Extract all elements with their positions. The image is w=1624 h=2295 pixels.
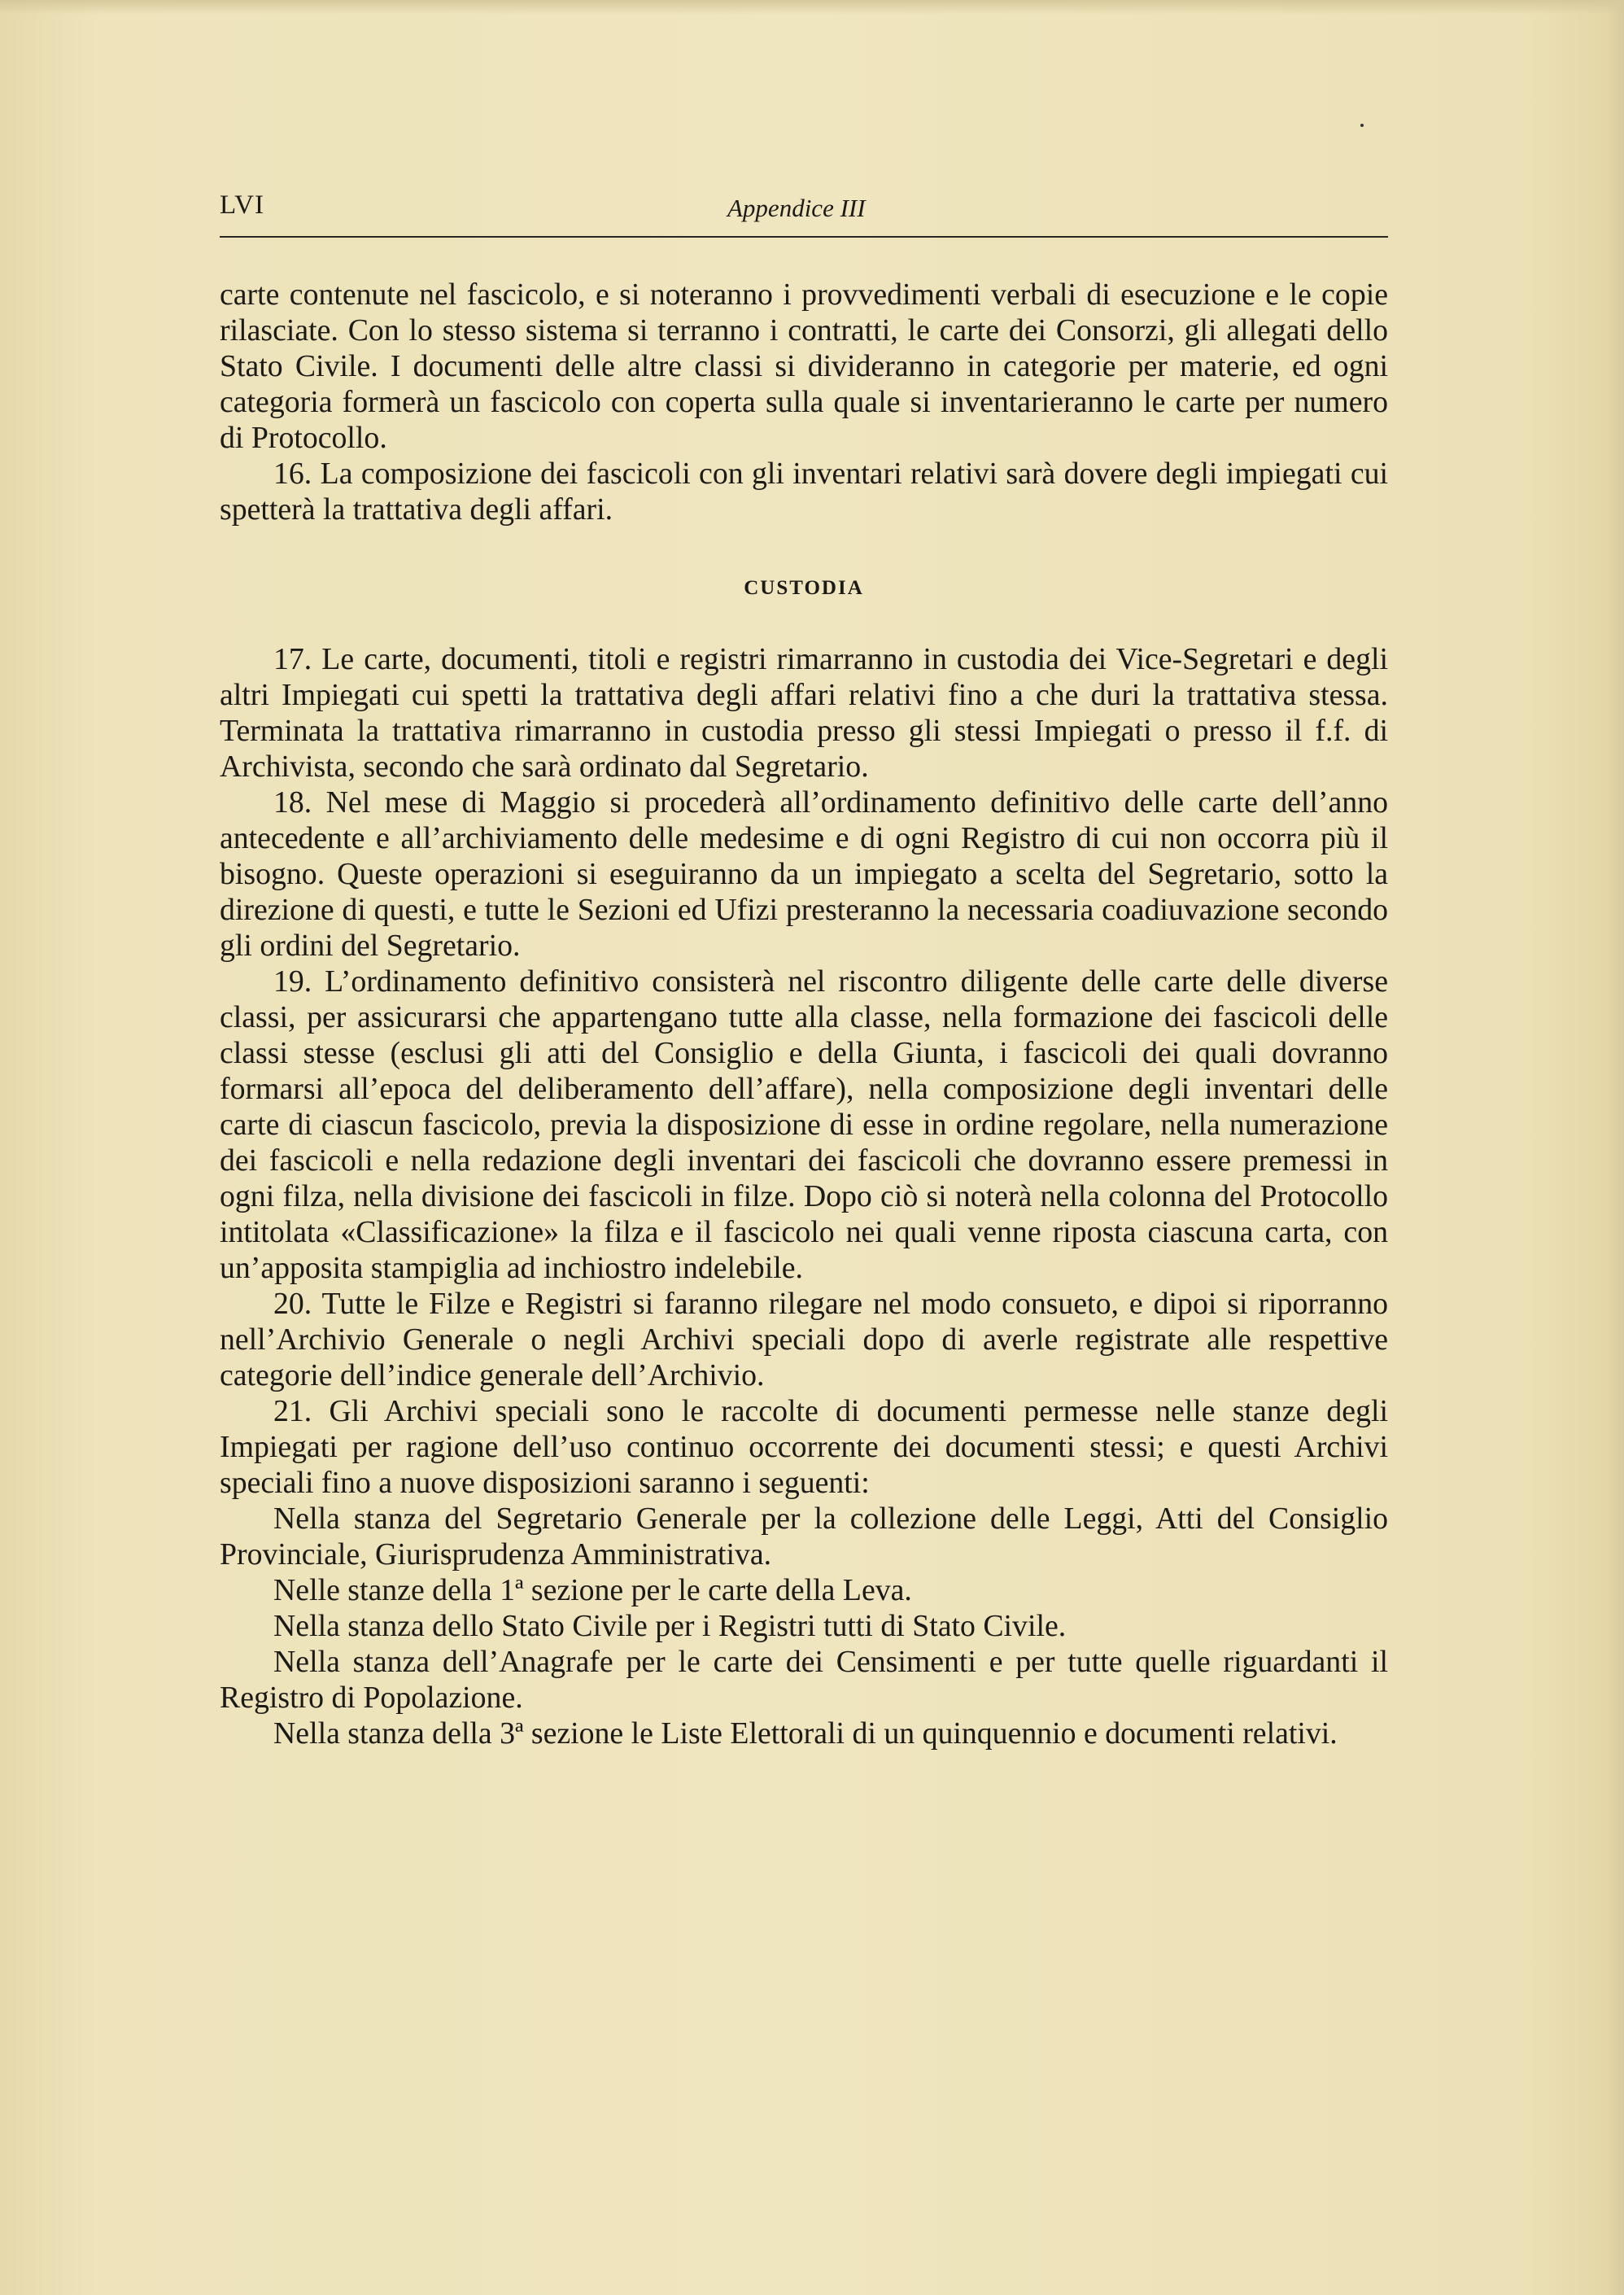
paragraph-21: 21. Gli Archivi speciali sono le raccolte di documenti permesse nelle stanze degli Impiegati per ragione dell’uso continuo occorrente dei documenti stessi; e questi Archivi speciali fino a nuove disposizioni saranno i seguenti: [220,1394,1388,1500]
paper-top-edge [0,0,1624,15]
paper-right-edge [1608,0,1624,2295]
running-head: Appendice III [727,194,866,222]
paragraph-19: 19. L’ordinamento definitivo consisterà nel riscontro diligente delle carte delle diverse classi, per assicurarsi che appartengano tutte alla classe, nella formazione dei fascicoli delle classi stesse (esclusi gli atti del Consiglio e della Giunta, i fascicoli dei quali dovranno formarsi all’epoca del deliberamento dell’affare), nella composizione degli inventari delle carte di ciascun fascicolo, previa la disposizione di esse in ordine regolare, nella numerazione dei fascicoli e nella redazione degli inventari dei fascicoli che dovranno essere premessi in ogni filza, nella divisione dei fascicoli in filze. Dopo ciò si noterà nella colonna del Protocollo intitolata «Classificazione» la filza e il fascicolo nei quali venne riposta ciascuna carta, con un’apposita stampiglia ad inchiostro indelebile. [220,964,1388,1285]
archive-item-leva: Nelle stanze della 1ª sezione per le carte della Leva. [273,1573,912,1607]
archive-item-stato-civile: Nella stanza dello Stato Civile per i Registri tutti di Stato Civile. [273,1609,1067,1643]
paragraph-18: 18. Nel mese di Maggio si procederà all’ordinamento definitivo delle carte dell’anno antecedente e all’archiviamento delle medesime e di ogni Registro di cui non occorra più il bisogno. Queste operazioni si eseguiranno da un impiegato a scelta del Segretario, sotto la direzione di questi, e tutte le Sezioni ed Ufizi presteranno la necessaria coadiuvazione secondo gli ordini del Segretario. [220,785,1388,963]
archive-item-segretario: Nella stanza del Segretario Generale per la collezione delle Leggi, Atti del Consiglio Provinciale, Giurisprudenza Amministrativa. [220,1502,1388,1572]
section-title: CUSTODIA [744,577,864,599]
paragraph-17: 17. Le carte, documenti, titoli e registri rimarranno in custodia dei Vice-Segretari e degli altri Impiegati cui spetti la trattativa degli affari relativi fino a che duri la trattativa stessa. Terminata la trattativa rimarranno in custodia presso gli stessi Impiegati o presso il f.f. di Archivista, secondo che sarà ordinato dal Segretario. [220,642,1388,784]
paragraph-16: 16. La composizione dei fascicoli con gli inventari relativi sarà dovere degli impiegati cui spetterà la trattativa degli affari. [220,457,1388,527]
ink-speck [1360,124,1364,127]
paragraph-continuation: carte contenute nel fascicolo, e si noteranno i provvedimenti verbali di esecuzione e le copie rilasciate. Con lo stesso sistema si terranno i contratti, le carte dei Consorzi, gli allegati dello Stato Civile. I documenti delle altre classi si divideranno in categorie per materie, ed ogni categoria formerà un fascicolo con coperta sulla quale si inventarieranno le carte per numero di Protocollo. [220,278,1388,455]
archive-item-liste-elettorali: Nella stanza della 3ª sezione le Liste Elettorali di un quinquennio e documenti relativi. [273,1716,1338,1751]
body-text [220,277,1388,1751]
page-header [220,186,1388,238]
paragraph-20: 20. Tutte le Filze e Registri si faranno rilegare nel modo consueto, e dipoi si riporranno nell’Archivio Generale o negli Archivi speciali dopo di averle registrate alle respettive categorie dell’indice generale dell’Archivio. [220,1287,1388,1392]
archive-item-anagrafe: Nella stanza dell’Anagrafe per le carte dei Censimenti e per tutte quelle riguardanti il Registro di Popolazione. [220,1645,1388,1715]
page-number: LVI [220,190,264,220]
